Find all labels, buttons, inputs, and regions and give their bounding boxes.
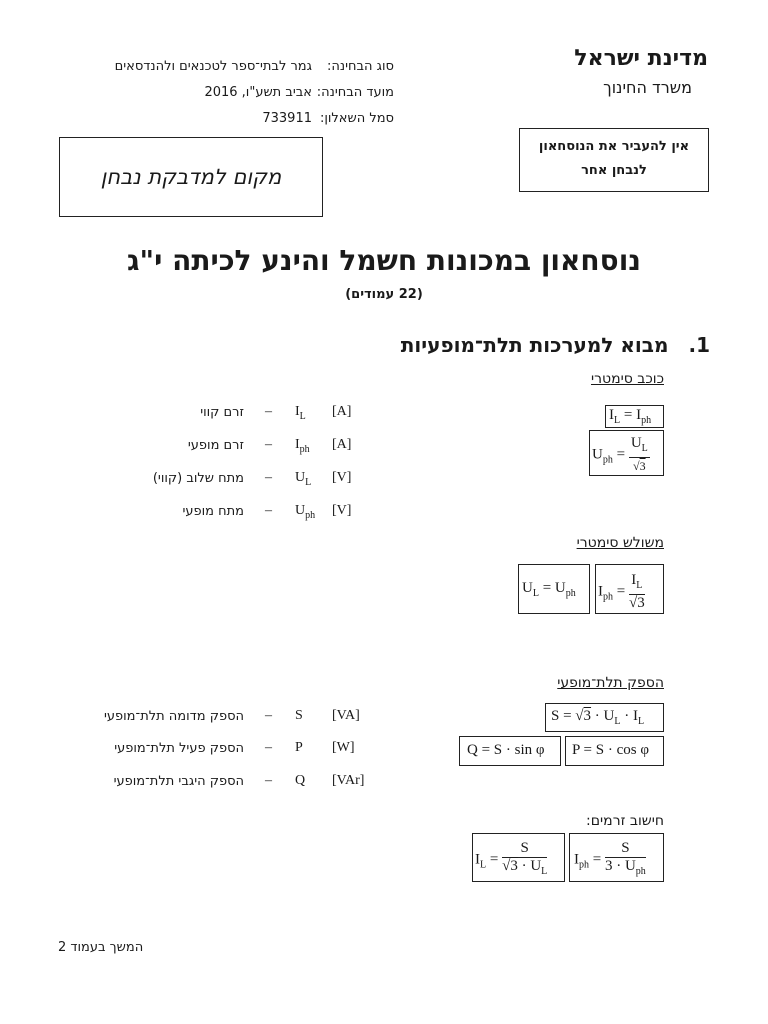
delta-heading: משולש סימטרי	[576, 535, 664, 551]
f-lhs-sub: ph	[602, 454, 613, 466]
f-lhs: U	[592, 446, 603, 463]
row-label: הספק מדומה תלת־מופעי	[103, 709, 244, 724]
symbol: S	[295, 708, 303, 723]
s-a: U	[603, 708, 615, 724]
star-formula-voltage: $U_{ph}$ = $\frac{U_L}{√3}$	[589, 430, 664, 476]
section-heading	[401, 333, 710, 357]
row-label: זרם קווי	[200, 405, 244, 420]
star-heading: כוכב סימטרי	[590, 371, 664, 387]
star-formula-current: $I_L = I_{ph}$	[605, 405, 664, 428]
continued-note: המשך בעמוד 2	[58, 940, 144, 955]
s-a-sub: L	[614, 716, 621, 727]
dash: –	[265, 404, 272, 419]
symbol	[295, 404, 306, 422]
power-heading: הספק תלת־מופעי	[557, 675, 664, 691]
exam-date-value: אביב תשע"ו, 2016	[204, 85, 312, 100]
den-val: 3	[639, 459, 646, 473]
denominator: √3	[628, 595, 645, 611]
f-rhs-sub: ph	[641, 415, 652, 426]
sym-letter: I	[295, 404, 300, 419]
exam-type-row	[62, 54, 394, 80]
f-lhs-sub: L	[532, 588, 539, 599]
section-title: מבוא למערכות תלת־מופעיות	[400, 333, 669, 357]
iph-lhs-sub: ph	[579, 859, 589, 871]
row-label: זרם מופעי	[187, 438, 244, 453]
sym-letter: U	[295, 503, 306, 518]
il-lhs: I	[475, 851, 480, 868]
fraction	[629, 435, 650, 475]
unit: [A]	[332, 404, 352, 419]
f-rhs: I	[636, 407, 642, 423]
formula-phase-current: $I_{ph}$ = $\frac{S}{3 \cdot U_{ph}}$	[569, 833, 664, 882]
numerator: S	[605, 840, 646, 858]
notice-line-2: לנבחן אחר	[581, 163, 647, 178]
den-a: U	[530, 858, 542, 874]
fraction	[629, 572, 645, 612]
dash: –	[265, 740, 272, 755]
exam-type-value: גמר לבתי־ספר לטכנאים ולהנדסאים	[114, 59, 312, 74]
row-label: מתח שלוב (קווי)	[152, 471, 244, 486]
row-label: מתח מופעי	[182, 504, 244, 519]
page-count: (22 עמודים)	[345, 287, 423, 302]
p-text: P = S · cos φ	[572, 742, 649, 758]
den-a-sub: L	[541, 866, 548, 877]
row-label: הספק היגבי תלת־מופעי	[113, 774, 244, 789]
exam-code-value: 733911	[262, 111, 312, 126]
formula-line-current: $I_L$ = $\frac{S}{√3 \cdot U_L}$	[472, 833, 565, 882]
exam-code-label: סמל השאלון:	[319, 111, 394, 126]
sym-sub: ph	[305, 509, 316, 521]
unit: [V]	[332, 503, 352, 518]
den-text: 3 · U	[604, 858, 636, 874]
f-lhs: I	[598, 583, 603, 600]
row-label: הספק פעיל תלת־מופעי	[114, 741, 244, 756]
f-rhs: U	[554, 580, 566, 596]
denominator: √3	[632, 459, 646, 473]
exam-code-row	[62, 106, 394, 132]
f-lhs-sub: L	[614, 415, 621, 426]
num-sym: U	[630, 435, 642, 451]
symbol	[295, 470, 311, 488]
symbol	[295, 503, 315, 521]
unit: [VAr]	[332, 773, 365, 788]
power-formula-p	[565, 736, 664, 766]
sym-sub: L	[305, 476, 312, 488]
ministry-title: משרד החינוך	[603, 78, 692, 97]
den-sub: ph	[635, 866, 646, 877]
denominator: $√3 \cdot U_L$	[502, 858, 548, 877]
page-title: נוסחאון במכונות חשמל והינע לכיתה י"ג	[127, 244, 641, 277]
exam-type-label: סוג הבחינה:	[327, 59, 394, 74]
numerator: S	[502, 840, 547, 858]
q-text: Q = S · sin φ	[467, 742, 545, 758]
symbol: P	[295, 740, 303, 755]
exam-date-label: מועד הבחינה:	[316, 85, 394, 100]
den-val: 3	[637, 595, 645, 611]
s-b: I	[633, 708, 638, 724]
dash: –	[265, 470, 272, 485]
sym-sub: ph	[299, 443, 310, 455]
s-lhs: S	[551, 708, 560, 724]
currents-heading: חישוב זרמים:	[586, 813, 664, 829]
power-formula-s: $S = √3 \cdot U_L \cdot I_L$	[545, 703, 664, 732]
unit: [V]	[332, 470, 352, 485]
iph-lhs: I	[574, 851, 579, 868]
f-lhs: U	[522, 580, 533, 596]
unit: [A]	[332, 437, 352, 452]
dash: –	[265, 773, 272, 788]
symbol	[295, 437, 310, 455]
numerator	[629, 572, 645, 595]
dash: –	[265, 503, 272, 518]
fraction	[502, 840, 547, 880]
s-b-sub: L	[638, 716, 645, 727]
den-root: 3	[510, 858, 518, 874]
dash: –	[265, 708, 272, 723]
numerator	[629, 435, 650, 458]
delta-formula-voltage: $U_L = U_{ph}$	[518, 564, 590, 614]
denominator	[605, 858, 646, 880]
num-sub: L	[636, 580, 643, 591]
sticker-label: מקום למדבקת נבחן	[100, 165, 282, 189]
notice-line-1: אין להעביר את הנוסחאון	[538, 139, 690, 154]
exam-date-row	[62, 80, 394, 106]
dash: –	[265, 437, 272, 452]
unit: [VA]	[332, 708, 360, 723]
sym-letter: U	[295, 470, 306, 485]
exam-fields	[62, 54, 394, 132]
country-title: מדינת ישראל	[574, 46, 708, 71]
il-lhs-sub: L	[480, 859, 487, 871]
power-formula-q	[459, 736, 561, 766]
f-lhs: I	[609, 407, 614, 423]
num-sub: L	[641, 443, 648, 454]
sym-sub: L	[299, 410, 306, 422]
section-number: 1.	[688, 333, 710, 357]
s-root: 3	[583, 708, 592, 724]
f-lhs-sub: ph	[603, 591, 613, 603]
unit: [W]	[332, 740, 355, 755]
num-sym: I	[631, 572, 637, 588]
delta-formula-current: $I_{ph}$ = $\frac{I_L}{√3}$	[595, 564, 664, 614]
sym-letter: I	[295, 437, 300, 452]
f-rhs-sub: ph	[565, 588, 576, 599]
student-sticker-area[interactable]	[59, 137, 323, 217]
fraction	[605, 840, 646, 880]
no-transfer-notice	[519, 128, 709, 192]
symbol: Q	[295, 773, 306, 788]
